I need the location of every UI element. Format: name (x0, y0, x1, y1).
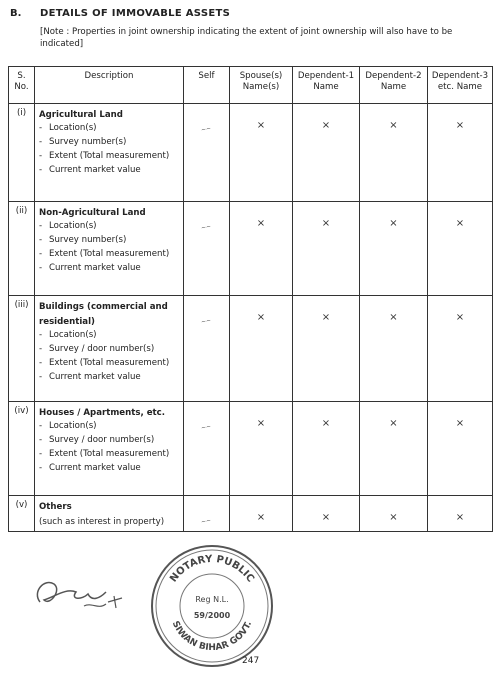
owner-cell (230, 202, 293, 296)
page-number: 247 (242, 656, 260, 666)
handwritten-note: ~~ (200, 317, 213, 326)
owner-cell (293, 496, 360, 532)
notary-seal (148, 542, 276, 670)
owner-cell (230, 104, 293, 202)
table-row (9, 202, 493, 296)
cross-mark: × (256, 418, 266, 429)
cross-mark: × (256, 512, 266, 523)
column-header: Dependent-1 Name (293, 67, 360, 104)
self-cell (184, 296, 230, 402)
seal-bottom-text: SIWAN BIHAR GOVT. (169, 619, 255, 654)
row-item: - Extent (Total measurement) (39, 151, 180, 161)
row-item: - Current market value (39, 263, 180, 273)
row-item: - Extent (Total measurement) (39, 249, 180, 259)
column-header: Dependent-2 Name (360, 67, 428, 104)
self-cell (184, 104, 230, 202)
table-row (9, 104, 493, 202)
row-item: - Survey / door number(s) (39, 435, 180, 445)
owner-cell (360, 496, 428, 532)
cross-mark: × (455, 418, 465, 429)
row-item: (such as interest in property) (39, 517, 165, 527)
cross-mark: × (321, 312, 331, 323)
page-title: DETAILS OF IMMOVABLE ASSETS (40, 8, 231, 19)
row-category: Agricultural Land (39, 110, 123, 120)
row-description (35, 496, 184, 532)
row-number: (v) (9, 496, 35, 532)
row-number: (iv) (9, 402, 35, 496)
row-category: Houses / Apartments, etc. (39, 408, 166, 418)
column-header: Spouse(s) Name(s) (230, 67, 293, 104)
cross-mark: × (256, 312, 266, 323)
section-header (10, 8, 490, 19)
column-header: Description (35, 67, 184, 104)
self-cell (184, 202, 230, 296)
row-category: Others (39, 502, 72, 512)
row-number: (ii) (9, 202, 35, 296)
row-item: - Extent (Total measurement) (39, 358, 180, 368)
row-description (35, 402, 184, 496)
handwritten-note: ~~ (200, 517, 213, 526)
row-item: - Current market value (39, 165, 180, 175)
cross-mark: × (321, 120, 331, 131)
row-description (35, 104, 184, 202)
owner-cell (428, 402, 493, 496)
row-description (35, 202, 184, 296)
self-cell (184, 402, 230, 496)
owner-cell (293, 104, 360, 202)
row-item: - Current market value (39, 463, 180, 473)
svg-text:NOTARY PUBLIC (168, 554, 256, 585)
row-item: - Extent (Total measurement) (39, 449, 180, 459)
owner-cell (293, 296, 360, 402)
table-row (9, 296, 493, 402)
table-header-row (9, 67, 493, 104)
row-item: - Survey number(s) (39, 235, 180, 245)
owner-cell (293, 402, 360, 496)
cross-mark: × (321, 418, 331, 429)
note-text: [Note : Properties in joint ownership indicating the extent of joint ownership will also have to be indicated] (40, 27, 453, 49)
row-item: - Location(s) (39, 221, 180, 231)
cross-mark: × (389, 512, 398, 523)
row-category: Non-Agricultural Land (39, 208, 146, 218)
owner-cell (360, 104, 428, 202)
row-description (35, 296, 184, 402)
row-category: Buildings (commercial and residential) (39, 302, 168, 327)
row-number: (i) (9, 104, 35, 202)
owner-cell (360, 402, 428, 496)
cross-mark: × (256, 120, 266, 131)
cross-mark: × (455, 512, 465, 523)
owner-cell (230, 402, 293, 496)
table-row (9, 496, 493, 532)
seal-reg-number: 59/2000 (193, 611, 231, 620)
column-header: Self (184, 67, 230, 104)
owner-cell (360, 296, 428, 402)
cross-mark: × (389, 218, 398, 229)
seal-reg-label: Reg N.L. (195, 595, 229, 604)
handwritten-note: ~~ (200, 423, 213, 432)
table-row (9, 402, 493, 496)
handwritten-note: ~~ (200, 223, 213, 232)
row-item: - Location(s) (39, 123, 180, 133)
owner-cell (428, 202, 493, 296)
row-item: - Current market value (39, 372, 180, 382)
row-item: - Location(s) (39, 330, 180, 340)
cross-mark: × (389, 120, 398, 131)
column-header: Dependent-3 etc. Name (428, 67, 493, 104)
cross-mark: × (389, 312, 398, 323)
owner-cell (428, 496, 493, 532)
row-item: - Survey / door number(s) (39, 344, 180, 354)
owner-cell (360, 202, 428, 296)
cross-mark: × (321, 512, 331, 523)
handwritten-signature (26, 562, 146, 622)
seal-top-text: NOTARY PUBLIC (168, 553, 256, 585)
owner-cell (293, 202, 360, 296)
handwritten-note: ~~ (200, 125, 213, 134)
cross-mark: × (389, 418, 398, 429)
row-item: - Location(s) (39, 421, 180, 431)
cross-mark: × (455, 312, 465, 323)
cross-mark: × (256, 218, 266, 229)
row-number: (iii) (9, 296, 35, 402)
owner-cell (428, 296, 493, 402)
svg-text:SIWAN BIHAR GOVT. (170, 620, 254, 653)
cross-mark: × (321, 218, 331, 229)
cross-mark: × (455, 218, 465, 229)
owner-cell (230, 496, 293, 532)
self-cell (184, 496, 230, 532)
cross-mark: × (455, 120, 465, 131)
owner-cell (428, 104, 493, 202)
column-header: S. No. (9, 67, 35, 104)
section-letter: B. (10, 8, 22, 19)
assets-table (8, 66, 493, 532)
owner-cell (230, 296, 293, 402)
row-item: - Survey number(s) (39, 137, 180, 147)
